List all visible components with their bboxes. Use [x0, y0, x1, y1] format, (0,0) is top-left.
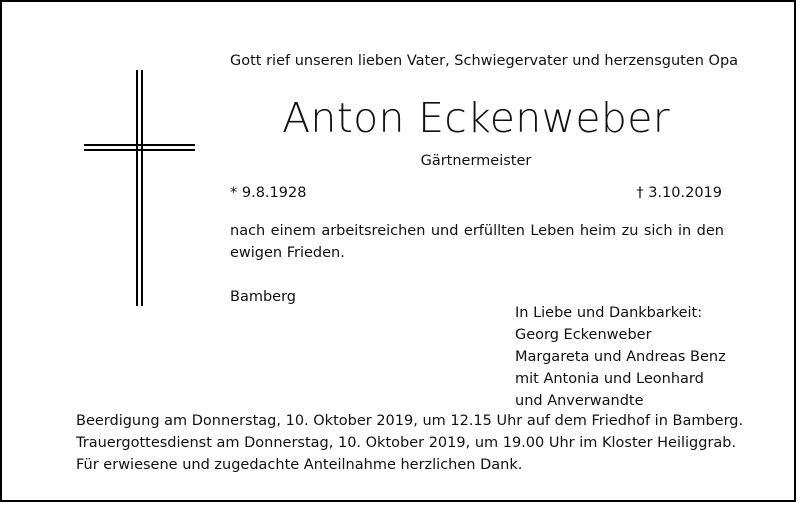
mourners-line: In Liebe und Dankbarkeit:: [515, 305, 703, 321]
place: Bamberg: [230, 289, 296, 305]
mourners-line: und Anverwandte: [515, 393, 644, 409]
profession: Gärtnermeister: [420, 153, 532, 169]
obituary-text: nach einem arbeitsreichen und erfüllten Leben heim zu sich in den ewigen Frieden.: [230, 223, 724, 261]
funeral-info-line: Beerdigung am Donnerstag, 10. Oktober 2019, um 12.15 Uhr auf dem Friedhof in Bamberg.: [76, 413, 744, 429]
birth-date: * 9.8.1928: [230, 185, 307, 201]
funeral-info: [76, 410, 743, 476]
mourners-line: Georg Eckenweber: [515, 327, 652, 343]
funeral-info-line: Für erwiesene und zugedachte Anteilnahme herzlichen Dank.: [76, 457, 523, 473]
mourners-list: [515, 302, 726, 412]
intro-text: Gott rief unseren lieben Vater, Schwiegervater und herzensguten Opa: [230, 53, 739, 69]
deceased-name: Anton Eckenweber: [282, 94, 670, 142]
death-date: † 3.10.2019: [636, 185, 722, 201]
funeral-info-line: Trauergottesdienst am Donnerstag, 10. Oktober 2019, um 19.00 Uhr im Kloster Heiliggrab.: [76, 435, 737, 451]
mourners-line: mit Antonia und Leonhard: [515, 371, 704, 387]
mourners-line: Margareta und Andreas Benz: [515, 349, 726, 365]
